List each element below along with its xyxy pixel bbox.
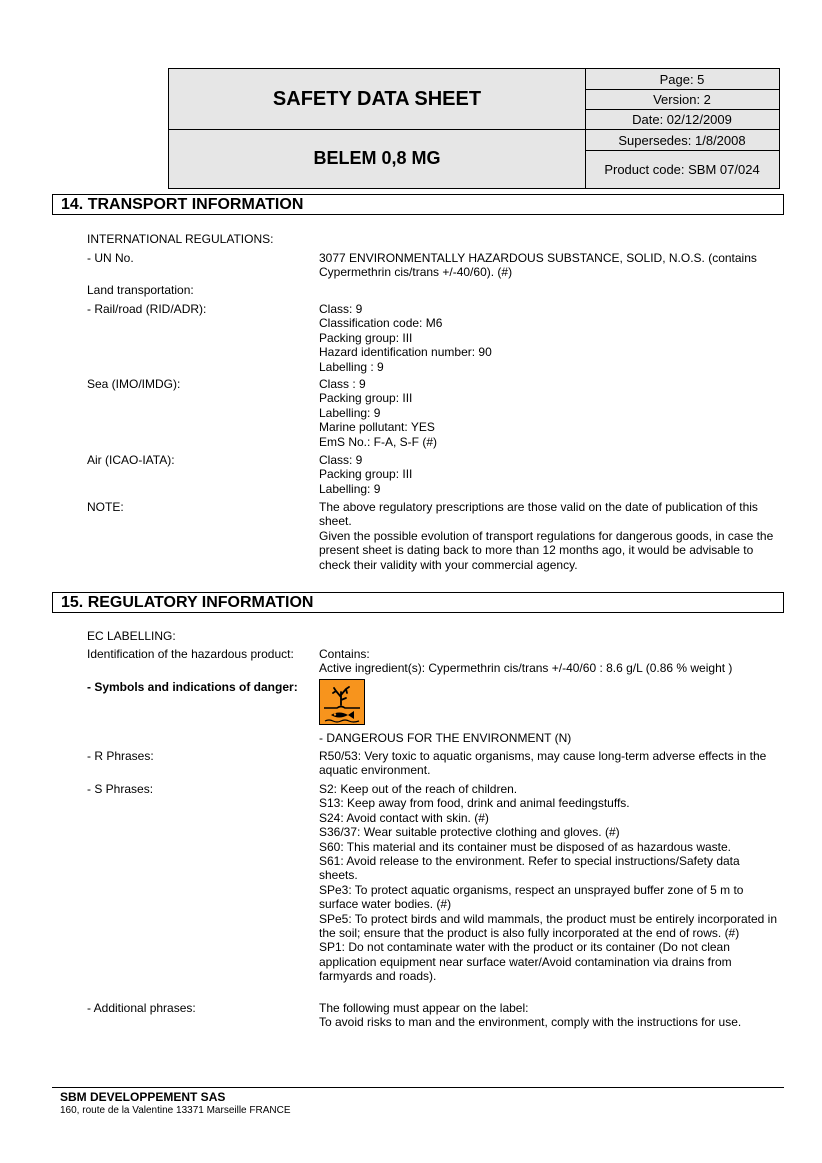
s-phrase: S2: Keep out of the reach of children. bbox=[319, 782, 518, 796]
date: Date: 02/12/2009 bbox=[585, 110, 779, 130]
un-value: 3077 ENVIRONMENTALLY HAZARDOUS SUBSTANCE, SOLID, N.O.S. (contains Cypermethrin cis/trans +/-40/60). (#) bbox=[319, 251, 757, 280]
air-values bbox=[319, 453, 781, 496]
s-phrase: S61: Avoid release to the environment. Refer to special instructions/Safety data sheets. bbox=[319, 854, 740, 883]
air-line: Labelling: 9 bbox=[319, 481, 381, 496]
r-phrases-values bbox=[319, 749, 781, 778]
footer-divider bbox=[52, 1087, 784, 1088]
air-line: Packing group: III bbox=[319, 467, 413, 482]
symbols-label: - Symbols and indications of danger: bbox=[87, 680, 298, 694]
identification-line: Active ingredient(s): Cypermethrin cis/trans +/-40/60 : 8.6 g/L (0.86 % weight ) bbox=[319, 661, 733, 676]
additional-phrases-label: - Additional phrases: bbox=[87, 1001, 196, 1015]
rail-line: Hazard identification number: 90 bbox=[319, 345, 492, 360]
additional-phrases-values bbox=[319, 1001, 781, 1030]
land-transport-label: Land transportation: bbox=[87, 283, 194, 297]
s-phrase: S36/37: Wear suitable protective clothing and gloves. (#) bbox=[319, 825, 620, 840]
identification-label: Identification of the hazardous product: bbox=[87, 647, 294, 661]
identification-line: Contains: bbox=[319, 647, 370, 661]
footer-company: SBM DEVELOPPEMENT SAS bbox=[60, 1090, 226, 1104]
sea-label: Sea (IMO/IMDG): bbox=[87, 377, 181, 391]
rail-line: Class: 9 bbox=[319, 302, 363, 316]
sea-line: Packing group: III bbox=[319, 391, 413, 406]
s-phrase: S24: Avoid contact with skin. (#) bbox=[319, 810, 489, 825]
sea-line: EmS No.: F-A, S-F (#) bbox=[319, 434, 438, 449]
section-14-heading: 14. TRANSPORT INFORMATION bbox=[52, 194, 784, 215]
version: Version: 2 bbox=[585, 90, 779, 110]
intl-regulations-label: INTERNATIONAL REGULATIONS: bbox=[87, 232, 274, 246]
footer-address: 160, route de la Valentine 13371 Marseille FRANCE bbox=[60, 1105, 291, 1116]
rail-line: Classification code: M6 bbox=[319, 316, 443, 331]
un-label: - UN No. bbox=[87, 251, 134, 265]
sea-line: Class : 9 bbox=[319, 377, 366, 391]
s-phrases-label: - S Phrases: bbox=[87, 782, 154, 796]
s-phrase: S60: This material and its container must be disposed of as hazardous waste. bbox=[319, 839, 732, 854]
header-left bbox=[169, 69, 586, 188]
sea-values bbox=[319, 377, 781, 449]
s-phrase: SP1: Do not contaminate water with the product or its container (Do not clean application equipment near surface water/Avoid contamination via drains from farmyards and roads). bbox=[319, 940, 732, 984]
sds-header bbox=[168, 68, 780, 189]
r-phrases-label: - R Phrases: bbox=[87, 749, 154, 763]
rail-label: - Rail/road (RID/ADR): bbox=[87, 302, 207, 316]
supersedes: Supersedes: 1/8/2008 bbox=[585, 130, 779, 151]
product-code: Product code: SBM 07/024 bbox=[604, 162, 760, 177]
s-phrases-values bbox=[319, 782, 781, 984]
note-line: The above regulatory prescriptions are those valid on the date of publication of this sheet. bbox=[319, 500, 758, 529]
ec-labelling-label: EC LABELLING: bbox=[87, 629, 176, 643]
note-values bbox=[319, 500, 781, 572]
rail-values bbox=[319, 302, 781, 374]
product-name: BELEM 0,8 MG bbox=[313, 148, 441, 168]
additional-phrase: The following must appear on the label: bbox=[319, 1001, 529, 1015]
note-line: Given the possible evolution of transport regulations for dangerous goods, in case the present sheet is dating back to more than 12 months ago, it would be advisable to check their validity with your commercial agency. bbox=[319, 528, 774, 572]
air-label: Air (ICAO-IATA): bbox=[87, 453, 175, 467]
page-number: Page: 5 bbox=[585, 69, 779, 90]
rail-line: Packing group: III bbox=[319, 330, 413, 345]
air-line: Class: 9 bbox=[319, 453, 363, 467]
s-phrase: S13: Keep away from food, drink and animal feedingstuffs. bbox=[319, 796, 630, 811]
s-phrase: SPe3: To protect aquatic organisms, respect an unsprayed buffer zone of 5 m to surface water bodies. (#) bbox=[319, 882, 744, 912]
rail-line: Labelling : 9 bbox=[319, 359, 384, 374]
dead-tree-fish-environment-hazard-icon bbox=[319, 679, 365, 725]
r-phrase: R50/53: Very toxic to aquatic organisms, may cause long-term adverse effects in the aquatic environment. bbox=[319, 749, 767, 778]
header-right bbox=[585, 69, 779, 188]
additional-phrase: To avoid risks to man and the environment, comply with the instructions for use. bbox=[319, 1015, 742, 1030]
document-title: SAFETY DATA SHEET bbox=[169, 69, 585, 130]
section-15-heading: 15. REGULATORY INFORMATION bbox=[52, 592, 784, 613]
note-label: NOTE: bbox=[87, 500, 124, 514]
sea-line: Labelling: 9 bbox=[319, 405, 381, 420]
danger-indication: - DANGEROUS FOR THE ENVIRONMENT (N) bbox=[319, 731, 572, 745]
identification-values bbox=[319, 647, 781, 676]
s-phrase: SPe5: To protect birds and wild mammals, the product must be entirely incorporated in the soil; ensure that the product is also fully incorporated at the end of rows. (#) bbox=[319, 911, 778, 941]
sea-line: Marine pollutant: YES bbox=[319, 420, 435, 435]
